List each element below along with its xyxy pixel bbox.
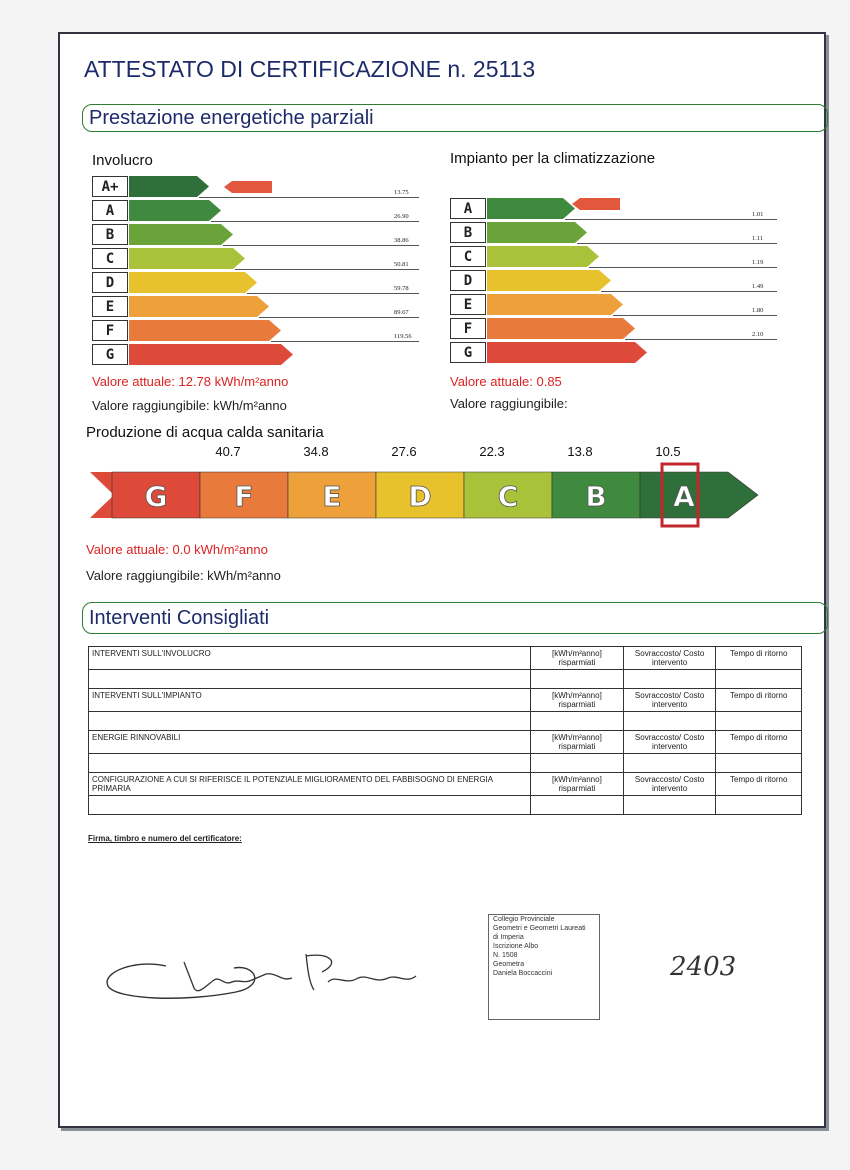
envelope-scale — [92, 176, 422, 366]
certificate-sheet — [58, 32, 826, 1128]
signature-image — [96, 944, 456, 1014]
intervention-empty-cell — [531, 796, 624, 815]
intervention-column-header: Sovraccosto/ Costo intervento — [623, 689, 716, 712]
system-arrow-g — [487, 342, 647, 363]
system-class-b: B — [450, 222, 486, 243]
stamp-line: Geometra — [493, 961, 525, 968]
intervention-category: INTERVENTI SULL'INVOLUCRO — [89, 647, 531, 670]
intervention-empty-cell — [89, 754, 531, 773]
intervention-column-header: [kWh/m²anno] risparmiati — [531, 731, 624, 754]
stamp-line: Iscrizione Albo — [493, 943, 539, 950]
handwritten-number: 2403 — [670, 952, 737, 982]
intervention-column-header: Sovraccosto/ Costo intervento — [623, 647, 716, 670]
table-row-empty — [89, 670, 802, 689]
stamp-line: di Imperia — [493, 934, 524, 941]
envelope-threshold-line — [259, 317, 419, 318]
intervention-column-header: Sovraccosto/ Costo intervento — [623, 773, 716, 796]
intervention-column-header: Tempo di ritorno — [716, 647, 802, 670]
system-arrow-d — [487, 270, 611, 291]
system-threshold-value: 1.19 — [752, 259, 764, 266]
system-threshold-value: 1.11 — [752, 235, 764, 242]
intervention-column-header: [kWh/m²anno] risparmiati — [531, 773, 624, 796]
system-threshold-line — [577, 243, 777, 244]
dhw-class-label-f: F — [234, 480, 254, 513]
system-current-marker — [572, 198, 620, 219]
intervention-empty-cell — [623, 712, 716, 731]
intervention-empty-cell — [531, 754, 624, 773]
table-row-empty — [89, 754, 802, 773]
table-row — [89, 689, 802, 712]
system-threshold-line — [565, 219, 777, 220]
table-row — [89, 773, 802, 796]
system-class-g: G — [450, 342, 486, 363]
envelope-threshold-line — [211, 221, 419, 222]
section-interventions: Interventi Consigliati — [82, 602, 828, 634]
stamp-line: Collegio Provinciale — [493, 916, 555, 923]
envelope-threshold-line — [223, 245, 419, 246]
system-arrow-a — [487, 198, 575, 219]
envelope-threshold-value: 89.67 — [394, 309, 409, 316]
system-class-f: F — [450, 318, 486, 339]
envelope-arrow-aplus — [129, 176, 209, 197]
envelope-class-b: B — [92, 224, 128, 245]
envelope-class-e: E — [92, 296, 128, 317]
envelope-arrow-d — [129, 272, 257, 293]
intervention-empty-cell — [531, 712, 624, 731]
system-class-d: D — [450, 270, 486, 291]
dhw-class-label-b: B — [585, 480, 607, 513]
envelope-class-g: G — [92, 344, 128, 365]
system-threshold-line — [589, 267, 777, 268]
system-threshold-line — [601, 291, 777, 292]
dhw-threshold-value: 22.3 — [479, 444, 505, 459]
intervention-empty-cell — [716, 712, 802, 731]
system-arrow-f — [487, 318, 635, 339]
dhw-scale — [90, 444, 780, 528]
dhw-class-label-c: C — [497, 480, 519, 513]
dhw-title: Produzione di acqua calda sanitaria — [86, 424, 324, 441]
interventions-table — [88, 646, 802, 815]
system-threshold-value: 1.49 — [752, 283, 764, 290]
intervention-column-header: Tempo di ritorno — [716, 773, 802, 796]
intervention-empty-cell — [716, 754, 802, 773]
dhw-class-label-a: A — [673, 480, 695, 513]
envelope-arrow-f — [129, 320, 281, 341]
intervention-column-header: Tempo di ritorno — [716, 689, 802, 712]
intervention-column-header: [kWh/m²anno] risparmiati — [531, 689, 624, 712]
envelope-class-f: F — [92, 320, 128, 341]
dhw-current-value: Valore attuale: 0.0 kWh/m²anno — [86, 542, 268, 557]
envelope-title: Involucro — [92, 152, 153, 169]
envelope-threshold-value: 26.90 — [394, 213, 409, 220]
intervention-empty-cell — [623, 796, 716, 815]
section-partial-performance: Prestazione energetiche parziali — [82, 104, 828, 132]
system-arrow-b — [487, 222, 587, 243]
intervention-category: CONFIGURAZIONE A CUI SI RIFERISCE IL POTENZIALE MIGLIORAMENTO DEL FABBISOGNO DI ENERGIA PRIMARIA — [89, 773, 531, 796]
dhw-tail — [90, 472, 114, 518]
intervention-column-header: Tempo di ritorno — [716, 731, 802, 754]
intervention-empty-cell — [623, 670, 716, 689]
system-reachable-value: Valore raggiungibile: — [450, 396, 568, 411]
stamp-line: N. 1508 — [493, 952, 518, 959]
dhw-threshold-value: 34.8 — [303, 444, 329, 459]
intervention-category: INTERVENTI SULL'IMPIANTO — [89, 689, 531, 712]
stamp-line: Daniela Boccaccini — [493, 970, 553, 977]
table-row — [89, 731, 802, 754]
intervention-category: ENERGIE RINNOVABILI — [89, 731, 531, 754]
dhw-class-label-e: E — [322, 480, 342, 513]
system-class-e: E — [450, 294, 486, 315]
envelope-arrow-b — [129, 224, 233, 245]
envelope-class-d: D — [92, 272, 128, 293]
intervention-empty-cell — [89, 712, 531, 731]
dhw-threshold-value: 13.8 — [567, 444, 593, 459]
system-arrow-c — [487, 246, 599, 267]
system-arrow-e — [487, 294, 623, 315]
system-class-a: A — [450, 198, 486, 219]
system-threshold-value: 1.80 — [752, 307, 764, 314]
envelope-class-a: A — [92, 200, 128, 221]
table-row-empty — [89, 796, 802, 815]
envelope-reachable-value: Valore raggiungibile: kWh/m²anno — [92, 398, 287, 413]
envelope-threshold-value: 59.78 — [394, 285, 409, 292]
envelope-current-value: Valore attuale: 12.78 kWh/m²anno — [92, 374, 289, 389]
table-row-empty — [89, 712, 802, 731]
system-class-c: C — [450, 246, 486, 267]
envelope-arrow-a — [129, 200, 221, 221]
envelope-arrow-g — [129, 344, 293, 365]
envelope-threshold-line — [247, 293, 419, 294]
document-title: ATTESTATO DI CERTIFICAZIONE n. 25113 — [84, 56, 536, 82]
system-threshold-line — [613, 315, 777, 316]
envelope-threshold-value: 38.86 — [394, 237, 409, 244]
stamp-line: Geometri e Geometri Laureati — [493, 925, 586, 932]
dhw-reachable-value: Valore raggiungibile: kWh/m²anno — [86, 568, 281, 583]
system-threshold-value: 2.10 — [752, 331, 764, 338]
dhw-class-label-g: G — [144, 480, 168, 513]
intervention-column-header: Sovraccosto/ Costo intervento — [623, 731, 716, 754]
envelope-arrow-e — [129, 296, 269, 317]
envelope-threshold-line — [271, 341, 419, 342]
certifier-stamp — [488, 914, 600, 1020]
dhw-threshold-value: 10.5 — [655, 444, 681, 459]
intervention-empty-cell — [716, 796, 802, 815]
envelope-threshold-value: 50.81 — [394, 261, 409, 268]
system-scale — [450, 198, 780, 368]
intervention-empty-cell — [716, 670, 802, 689]
dhw-class-label-d: D — [408, 480, 432, 513]
intervention-empty-cell — [531, 670, 624, 689]
envelope-threshold-line — [235, 269, 419, 270]
system-title: Impianto per la climatizzazione — [450, 150, 656, 167]
signature-label: Firma, timbro e numero del certificatore: — [88, 834, 242, 843]
intervention-empty-cell — [89, 670, 531, 689]
envelope-class-aplus: A+ — [92, 176, 128, 197]
envelope-current-marker — [224, 181, 272, 202]
envelope-threshold-value: 13.75 — [394, 189, 409, 196]
dhw-threshold-value: 27.6 — [391, 444, 417, 459]
table-row — [89, 647, 802, 670]
envelope-threshold-value: 119.56 — [394, 333, 412, 340]
intervention-column-header: [kWh/m²anno] risparmiati — [531, 647, 624, 670]
envelope-class-c: C — [92, 248, 128, 269]
envelope-arrow-c — [129, 248, 245, 269]
system-threshold-value: 1.01 — [752, 211, 764, 218]
system-current-value: Valore attuale: 0.85 — [450, 374, 562, 389]
system-threshold-line — [625, 339, 777, 340]
intervention-empty-cell — [89, 796, 531, 815]
intervention-empty-cell — [623, 754, 716, 773]
dhw-threshold-value: 40.7 — [215, 444, 241, 459]
